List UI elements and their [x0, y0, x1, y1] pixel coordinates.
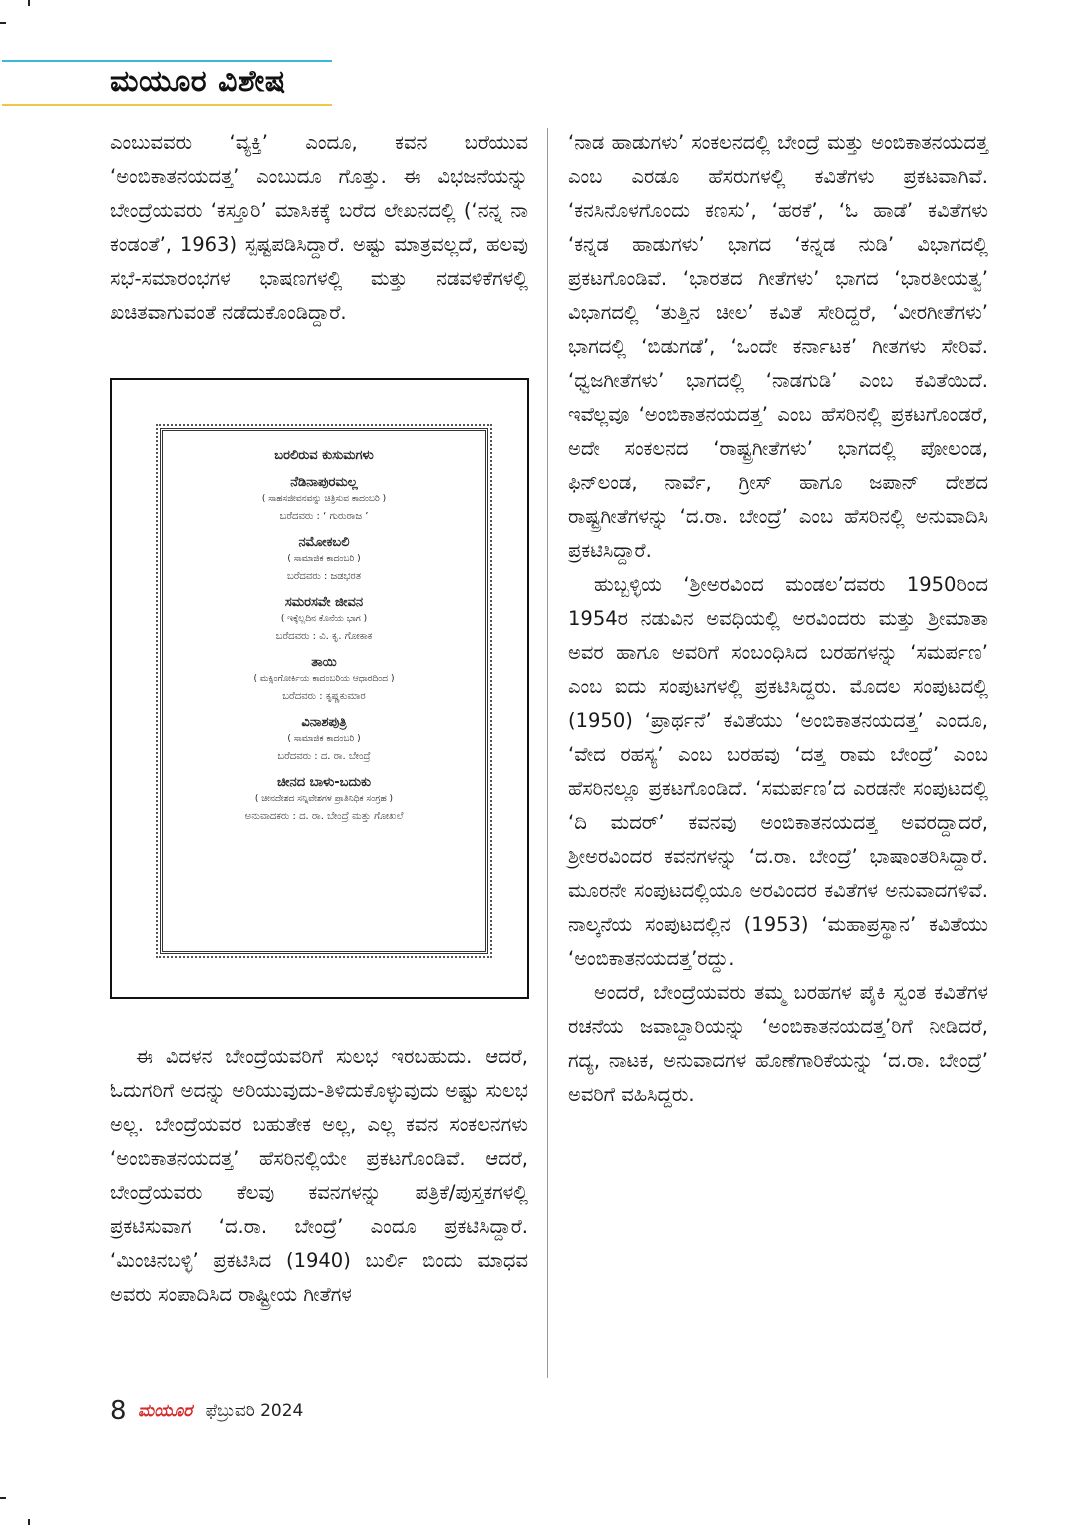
book-title: ನಮೋಕಬಲಿ	[298, 535, 350, 550]
book-title: ವಿನಾಶಪುತ್ರಿ	[301, 715, 347, 730]
paragraph: ಈ ವಿದಳನ ಬೇಂದ್ರೆಯವರಿಗೆ ಸುಲಭ ಇರಬಹುದು. ಆದರೆ, ಓದುಗರಿಗೆ ಅದನ್ನು ಅರಿಯುವುದು-ತಿಳಿದುಕೊಳ್ಳುವುದು ಅಷ್ಟು ಸುಲಭ ಅಲ್ಲ. ಬೇಂದ್ರೆಯವರ ಬಹುತೇಕ ಅಲ್ಲ, ಎಲ್ಲ ಕವನ ಸಂಕಲನಗಳು ‘ಅಂಬಿಕಾತನಯದತ್ತ’ ಹೆಸರಿನಲ್ಲಿಯೇ ಪ್ರಕಟಗೊಂಡಿವೆ. ಆದರೆ, ಬೇಂದ್ರೆಯವರು ಕೆಲವು ಕವನಗಳನ್ನು ಪತ್ರಿಕೆ/ಪುಸ್ತಕಗಳಲ್ಲಿ ಪ್ರಕಟಿಸುವಾಗ ‘ದ.ರಾ. ಬೇಂದ್ರೆ’ ಎಂದೂ ಪ್ರಕಟಿಸಿದ್ದಾರೆ. ‘ಮಿಂಚಿನಬಳ್ಳಿ’ ಪ್ರಕಟಿಸಿದ (1940) ಬುರ್ಲಿ ಬಿಂದು ಮಾಧವ ಅವರು ಸಂಪಾದಿಸಿದ ರಾಷ್ಟ್ರೀಯ ಗೀತೆಗಳ	[110, 1045, 528, 1306]
column-divider	[547, 128, 548, 1378]
book-title: ಚೀನದ ಬಾಳು-ಬದುಕು	[276, 775, 371, 790]
book-subtitle: ( ಇಕ್ಕೆಲ್ಲದಿನ ಕೊನೆಯ ಭಾಗ )	[280, 614, 368, 624]
crop-mark	[0, 1497, 6, 1499]
paragraph: ‘ನಾಡ ಹಾಡುಗಳು’ ಸಂಕಲನದಲ್ಲಿ ಬೇಂದ್ರೆ ಮತ್ತು ಅಂಬಿಕಾತನಯದತ್ತ ಎಂಬ ಎರಡೂ ಹೆಸರುಗಳಲ್ಲಿ ಕವಿತೆಗಳು ಪ್ರಕಟವಾಗಿವೆ. ‘ಕನಸಿನೊಳಗೊಂದು ಕಣಸು’, ‘ಹರಕೆ’, ‘ಓ ಹಾಡೆ’ ಕವಿತೆಗಳು ‘ಕನ್ನಡ ಹಾಡುಗಳು’ ಭಾಗದ ‘ಕನ್ನಡ ನುಡಿ’ ವಿಭಾಗದಲ್ಲಿ ಪ್ರಕಟಗೊಂಡಿವೆ. ‘ಭಾರತದ ಗೀತೆಗಳು’ ಭಾಗದ ‘ಭಾರತೀಯತ್ವ’ ವಿಭಾಗದಲ್ಲಿ ‘ತುತ್ತಿನ ಚೀಲ’ ಕವಿತೆ ಸೇರಿದ್ದರೆ, ‘ವೀರಗೀತೆಗಳು’ ಭಾಗದಲ್ಲಿ ‘ಬಿಡುಗಡೆ’, ‘ಒಂದೇ ಕರ್ನಾಟಕ’ ಗೀತಗಳು ಸೇರಿವೆ. ‘ಧ್ವಜಗೀತೆಗಳು’ ಭಾಗದಲ್ಲಿ ‘ನಾಡಗುಡಿ’ ಎಂಬ ಕವಿತೆಯಿದೆ. ಇವೆಲ್ಲವೂ ‘ಅಂಬಿಕಾತನಯದತ್ತ’ ಎಂಬ ಹೆಸರಿನಲ್ಲಿ ಪ್ರಕಟಗೊಂಡರೆ, ಅದೇ ಸಂಕಲನದ ‘ರಾಷ್ಟ್ರಗೀತೆಗಳು’ ಭಾಗದಲ್ಲಿ ಪೋಲಂಡ, ಫಿನ್‌ಲಂಡ, ನಾರ್ವೆ, ಗ್ರೀಸ್ ಹಾಗೂ ಜಪಾನ್ ದೇಶದ ರಾಷ್ಟ್ರಗೀತೆಗಳನ್ನು ‘ದ.ರಾ. ಬೇಂದ್ರೆ’ ಎಂಬ ಹೆಸರಿನಲ್ಲಿ ಅನುವಾದಿಸಿ ಪ್ರಕಟಿಸಿದ್ದಾರೆ.	[568, 131, 988, 562]
book-entry	[163, 774, 485, 825]
book-author: ಬರೆದವರು : ವಿ. ಕೃ. ಗೋಕಾಕ	[275, 631, 373, 642]
issue-date: ಫೆಬ್ರುವರಿ 2024	[205, 1401, 304, 1421]
header-rule-bottom	[2, 104, 332, 106]
book-title: ತಾಯಿ	[311, 655, 337, 670]
book-entry	[163, 594, 485, 645]
book-author: ಬರೆದವರು : ‘ ಗುರುರಾಜ ’	[279, 511, 369, 522]
figure-heading: ಬರಲಿರುವ ಕುಸುಮಗಳು	[274, 448, 374, 463]
page-number: 8	[110, 1396, 127, 1426]
book-subtitle: ( ಮಕ್ಸಿಂಗೋರ್ಕಿಯ ಕಾದಂಬರಿಯ ಆಧಾರದಿಂದ )	[253, 674, 395, 684]
book-title: ಸಮರಸವೇ ಜೀವನ	[284, 595, 364, 610]
header-rule-top	[2, 60, 332, 62]
left-column-top	[110, 126, 528, 330]
book-list	[163, 447, 485, 834]
right-column	[568, 126, 988, 1112]
book-author: ಅನುವಾದಕರು : ದ. ರಾ. ಬೇಂದ್ರೆ ಮತ್ತು ಗೋಖಲೆ	[244, 811, 404, 822]
book-subtitle: ( ಸಾಮಾಜಿಕ ಕಾದಂಬರಿ )	[287, 554, 361, 564]
book-entry	[163, 474, 485, 525]
book-title: ನೆಡಿನಾಪುರಮಲ್ಲ	[290, 475, 358, 490]
crop-mark	[28, 1519, 30, 1525]
paragraph: ಎಂಬುವವರು ‘ವ್ಯಕ್ತಿ’ ಎಂದೂ, ಕವನ ಬರೆಯುವ ‘ಅಂಬಿಕಾತನಯದತ್ತ’ ಎಂಬುದೂ ಗೊತ್ತು. ಈ ವಿಭಜನೆಯನ್ನು ಬೇಂದ್ರೆಯವರು ‘ಕಸ್ತೂರಿ’ ಮಾಸಿಕಕ್ಕೆ ಬರೆದ ಲೇಖನದಲ್ಲಿ (‘ನನ್ನ ನಾ ಕಂಡಂತೆ’, 1963) ಸ್ಪಷ್ಟಪಡಿಸಿದ್ದಾರೆ. ಅಷ್ಟು ಮಾತ್ರವಲ್ಲದೆ, ಹಲವು ಸಭೆ-ಸಮಾರಂಭಗಳ ಭಾಷಣಗಳಲ್ಲಿ ಮತ್ತು ನಡವಳಿಕೆಗಳಲ್ಲಿ ಖಚಿತವಾಗುವಂತೆ ನಡೆದುಕೊಂಡಿದ್ದಾರೆ.	[110, 131, 528, 324]
paragraph: ಅಂದರೆ, ಬೇಂದ್ರೆಯವರು ತಮ್ಮ ಬರಹಗಳ ಪೈಕಿ ಸ್ವಂತ ಕವಿತೆಗಳ ರಚನೆಯ ಜವಾಬ್ದಾರಿಯನ್ನು ‘ಅಂಬಿಕಾತನಯದತ್ತ’ರಿಗೆ ನೀಡಿದರೆ, ಗದ್ಯ, ನಾಟಕ, ಅನುವಾದಗಳ ಹೊಣೆಗಾರಿಕೆಯನ್ನು ‘ದ.ರಾ. ಬೇಂದ್ರೆ’ ಅವರಿಗೆ ವಹಿಸಿದ್ದರು.	[568, 981, 988, 1106]
book-author: ಬರೆದವರು : ಕೃಷ್ಣಕುಮಾರ	[282, 691, 366, 702]
magazine-logo: ಮಯೂರ	[137, 1401, 193, 1421]
book-subtitle: ( ಸಾಹಸಜೀವನವನ್ನು ಚಿತ್ರಿಸುವ ಕಾದಂಬರಿ )	[261, 494, 387, 504]
book-author: ಬರೆದವರು : ದ. ರಾ. ಬೇಂದ್ರೆ	[277, 751, 371, 762]
page-footer	[110, 1396, 303, 1426]
crop-mark	[28, 0, 30, 6]
section-title: ಮಯೂರ ವಿಶೇಷ	[110, 64, 286, 99]
book-entry	[163, 534, 485, 585]
book-author: ಬರೆದವರು : ಜಡಭರತ	[286, 571, 362, 582]
decorative-border	[160, 428, 488, 954]
figure-upcoming-books	[110, 378, 529, 999]
paragraph: ಹುಬ್ಬಳ್ಳಿಯ ‘ಶ್ರೀಅರವಿಂದ ಮಂಡಲ’ದವರು 1950ರಿಂದ 1954ರ ನಡುವಿನ ಅವಧಿಯಲ್ಲಿ ಅರವಿಂದರು ಮತ್ತು ಶ್ರೀಮಾತಾ ಅವರ ಹಾಗೂ ಅವರಿಗೆ ಸಂಬಂಧಿಸಿದ ಬರಹಗಳನ್ನು ‘ಸಮರ್ಪಣ’ ಎಂಬ ಐದು ಸಂಪುಟಗಳಲ್ಲಿ ಪ್ರಕಟಿಸಿದ್ದರು. ಮೊದಲ ಸಂಪುಟದಲ್ಲಿ (1950) ‘ಪ್ರಾರ್ಥನೆ’ ಕವಿತೆಯು ‘ಅಂಬಿಕಾತನಯದತ್ತ’ ಎಂದೂ, ‘ವೇದ ರಹಸ್ಯ’ ಎಂಬ ಬರಹವು ‘ದತ್ತ ರಾಮ ಬೇಂದ್ರೆ’ ಎಂಬ ಹೆಸರಿನಲ್ಲೂ ಪ್ರಕಟಗೊಂಡಿದೆ. ‘ಸಮರ್ಪಣ’ದ ಎರಡನೇ ಸಂಪುಟದಲ್ಲಿ ‘ದಿ ಮದರ್’ ಕವನವು ಅಂಬಿಕಾತನಯದತ್ತ ಅವರದ್ದಾದರೆ, ಶ್ರೀಅರವಿಂದರ ಕವನಗಳನ್ನು ‘ದ.ರಾ. ಬೇಂದ್ರೆ’ ಭಾಷಾಂತರಿಸಿದ್ದಾರೆ. ಮೂರನೇ ಸಂಪುಟದಲ್ಲಿಯೂ ಅರವಿಂದರ ಕವಿತೆಗಳ ಅನುವಾದಗಳಿವೆ. ನಾಲ್ಕನೆಯ ಸಂಪುಟದಲ್ಲಿನ (1953) ‘ಮಹಾಪ್ರಸ್ಥಾನ’ ಕವಿತೆಯು ‘ಅಂಬಿಕಾತನಯದತ್ತ’ರದ್ದು.	[568, 573, 988, 970]
crop-mark	[0, 22, 6, 24]
left-column-bottom	[110, 1040, 528, 1312]
book-subtitle: ( ಚೀನದೇಶದ ಸನ್ನಿವೇಶಗಳ ಪ್ರಾತಿನಿಧಿಕ ಸಂಗ್ರಹ )	[254, 794, 394, 804]
book-entry	[163, 714, 485, 765]
book-entry	[163, 654, 485, 705]
book-subtitle: ( ಸಾಮಾಜಿಕ ಕಾದಂಬರಿ )	[287, 734, 361, 744]
